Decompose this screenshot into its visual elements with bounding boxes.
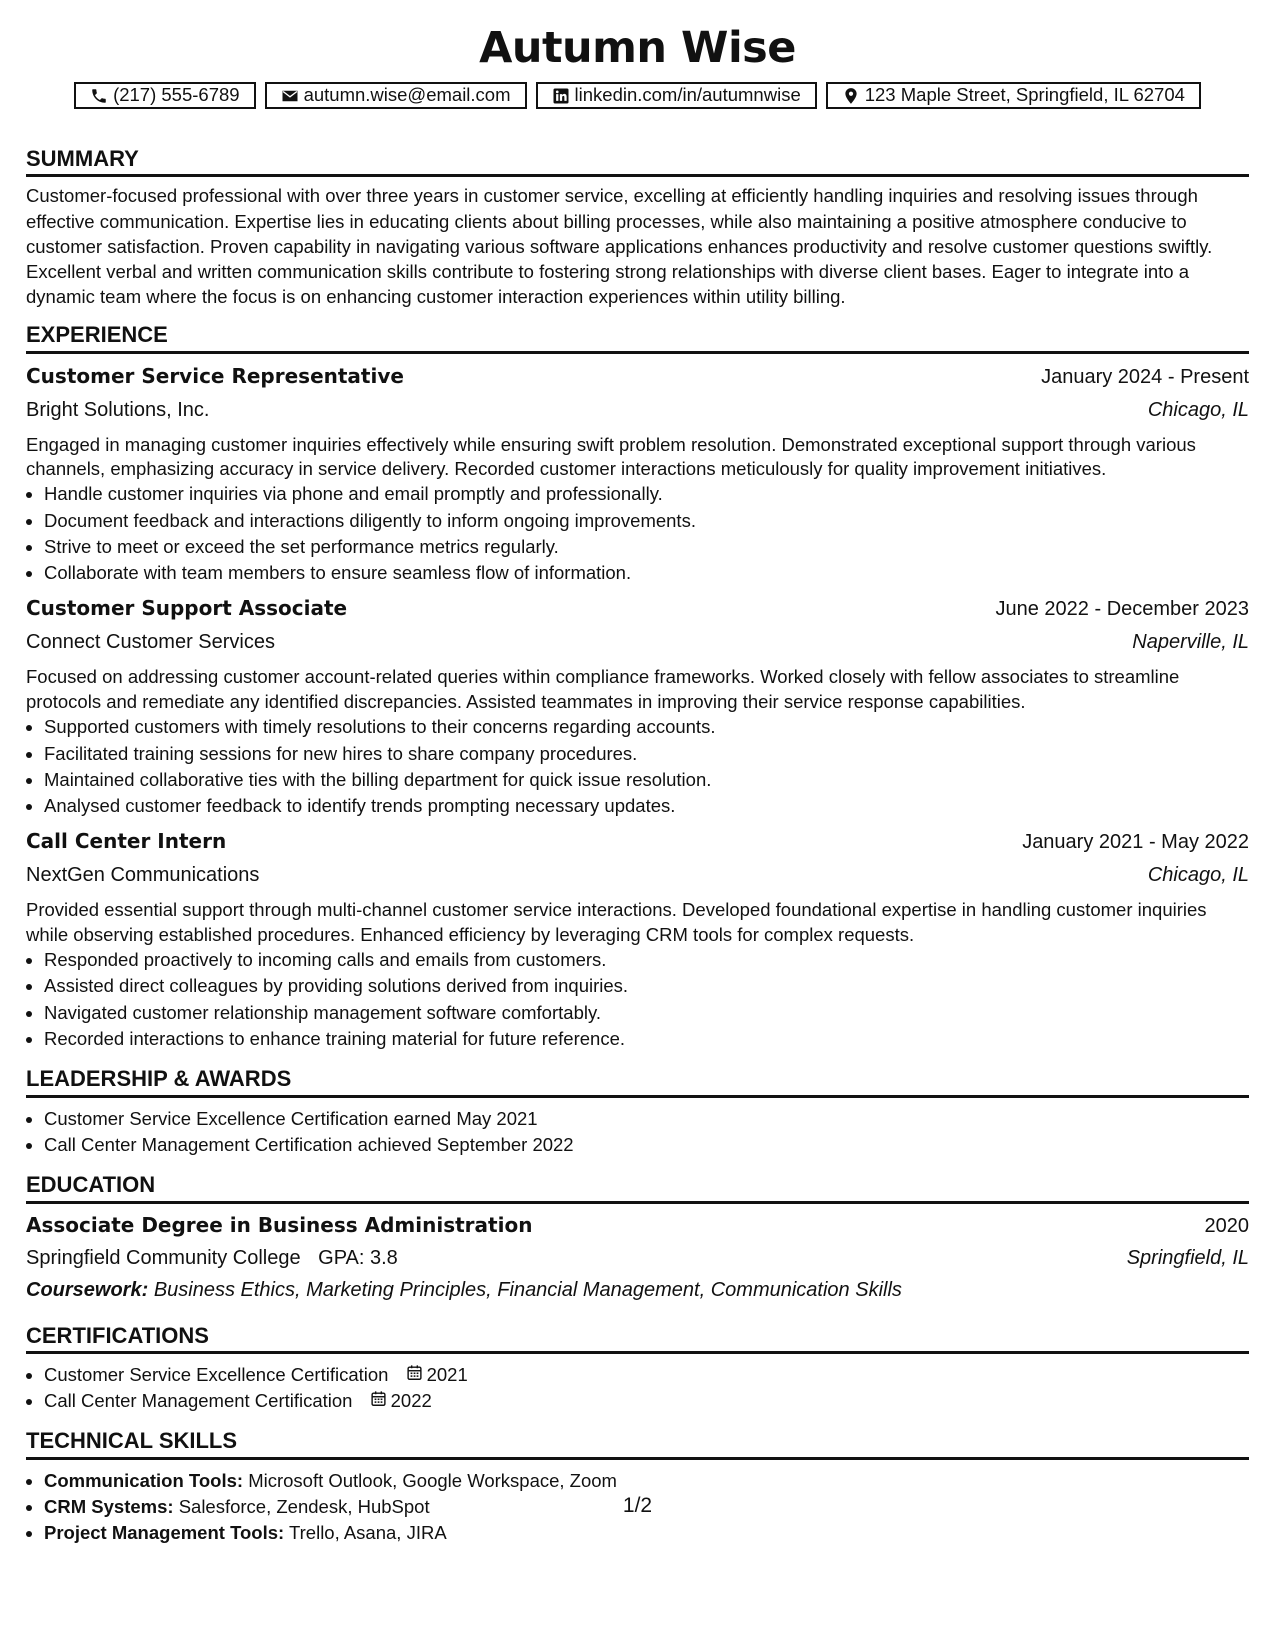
certification-year: 2021 bbox=[426, 1363, 468, 1385]
list-item bbox=[44, 1468, 1249, 1494]
email-text: autumn.wise@email.com bbox=[303, 84, 511, 106]
skill-values: Trello, Asana, JIRA bbox=[289, 1522, 447, 1544]
list-item: • Maintained collaborative ties with the billing department for quick issue resolution. bbox=[44, 767, 1249, 793]
experience-heading: EXPERIENCE bbox=[26, 322, 1249, 353]
address-text: 123 Maple Street, Springfield, IL 62704 bbox=[864, 84, 1185, 106]
awards-section bbox=[26, 1066, 1249, 1158]
list-item bbox=[44, 1520, 1249, 1546]
job-title: Customer Support Associate bbox=[26, 596, 348, 621]
skills-heading: TECHNICAL SKILLS bbox=[26, 1428, 1249, 1459]
job-description: Focused on addressing customer account-related queries within compliance frameworks. Worked closely with fellow associates to streamline protocols and remediate any identified discrepancies. Assisted teammates in improving their service response capabilities. bbox=[26, 666, 1180, 712]
list-item bbox=[44, 1388, 1249, 1414]
awards-heading: LEADERSHIP & AWARDS bbox=[26, 1066, 1249, 1097]
company-name: NextGen Communications bbox=[26, 864, 260, 887]
list-item bbox=[44, 1362, 1249, 1388]
phone-text: (217) 555-6789 bbox=[113, 84, 240, 106]
school-location: Springfield, IL bbox=[1126, 1246, 1249, 1269]
skill-values: Salesforce, Zendesk, HubSpot bbox=[178, 1496, 430, 1518]
email-contact[interactable] bbox=[265, 82, 527, 109]
address-contact bbox=[826, 82, 1201, 109]
calendar-icon bbox=[370, 1388, 387, 1414]
experience-section bbox=[26, 322, 1249, 1052]
job-title: Call Center Intern bbox=[26, 829, 227, 854]
coursework-label: Coursework: bbox=[26, 1278, 149, 1301]
skill-values: Microsoft Outlook, Google Workspace, Zoom bbox=[248, 1469, 617, 1491]
linkedin-contact[interactable] bbox=[536, 82, 817, 109]
graduation-year: 2020 bbox=[1204, 1214, 1249, 1237]
certifications-heading: CERTIFICATIONS bbox=[26, 1323, 1249, 1354]
candidate-name: Autumn Wise bbox=[479, 23, 796, 73]
education-heading: EDUCATION bbox=[26, 1172, 1249, 1203]
job-location: Chicago, IL bbox=[1147, 864, 1249, 887]
contact-bar bbox=[26, 82, 1249, 109]
skill-category: Project Management Tools: bbox=[44, 1522, 285, 1544]
job-bullets bbox=[26, 714, 1249, 819]
list-item: • Analysed customer feedback to identify trends prompting necessary updates. bbox=[44, 793, 1249, 819]
linkedin-icon bbox=[552, 87, 570, 105]
map-pin-icon bbox=[842, 87, 860, 105]
skill-category: CRM Systems: bbox=[44, 1496, 174, 1518]
certifications-section bbox=[26, 1323, 1249, 1415]
list-item: • Assisted direct colleagues by providing solutions derived from inquiries. bbox=[44, 973, 1249, 999]
calendar-icon bbox=[406, 1362, 423, 1388]
list-item: • Collaborate with team members to ensure seamless flow of information. bbox=[44, 560, 1249, 586]
degree-title: Associate Degree in Business Administration bbox=[26, 1212, 533, 1237]
certification-name: Call Center Management Certification bbox=[44, 1390, 353, 1412]
envelope-icon bbox=[281, 87, 299, 105]
summary-text: Customer-focused professional with over three years in customer service, excelling at efficiently handling inquiries and resolving issues through effective communication. Expertise lies in educating clients about billing processes, while also maintaining a positive atmosphere conducive to customer satisfaction. Proven capability in navigating various software applications enhances productivity and resolve customer questions swiftly. Excellent verbal and written communication skills contribute to fostering strong relationships with diverse client bases. Eager to integrate into a dynamic team where the focus is on enhancing customer interaction experiences within utility billing. bbox=[26, 185, 1213, 308]
job-title: Customer Service Representative bbox=[26, 363, 404, 388]
job-entry bbox=[26, 828, 1249, 1052]
job-bullets bbox=[26, 947, 1249, 1052]
job-dates: January 2024 - Present bbox=[1041, 365, 1249, 388]
certification-name: Customer Service Excellence Certification bbox=[44, 1363, 389, 1385]
skills-section bbox=[26, 1428, 1249, 1546]
company-name: Connect Customer Services bbox=[26, 631, 275, 654]
list-item: • Handle customer inquiries via phone and email promptly and professionally. bbox=[44, 481, 1249, 507]
list-item: • Facilitated training sessions for new hires to share company procedures. bbox=[44, 741, 1249, 767]
list-item: • Call Center Management Certification achieved September 2022 bbox=[44, 1132, 1249, 1158]
list-item: • Supported customers with timely resolutions to their concerns regarding accounts. bbox=[44, 714, 1249, 740]
summary-heading: SUMMARY bbox=[26, 146, 1249, 177]
awards-list bbox=[26, 1106, 1249, 1159]
certifications-list bbox=[26, 1362, 1249, 1415]
job-entry bbox=[26, 363, 1249, 587]
phone-contact[interactable] bbox=[74, 82, 256, 109]
coursework bbox=[26, 1277, 1249, 1303]
school-name: Springfield Community College bbox=[26, 1246, 301, 1269]
phone-icon bbox=[90, 87, 108, 105]
coursework-list: Business Ethics, Marketing Principles, Financial Management, Communication Skills bbox=[153, 1278, 902, 1301]
job-location: Naperville, IL bbox=[1132, 631, 1249, 654]
summary-section bbox=[26, 146, 1249, 309]
linkedin-text: linkedin.com/in/autumnwise bbox=[574, 84, 801, 106]
list-item: • Strive to meet or exceed the set performance metrics regularly. bbox=[44, 534, 1249, 560]
gpa: GPA: 3.8 bbox=[318, 1246, 398, 1269]
list-item: • Document feedback and interactions diligently to inform ongoing improvements. bbox=[44, 508, 1249, 534]
list-item: • Recorded interactions to enhance training material for future reference. bbox=[44, 1026, 1249, 1052]
job-description: Provided essential support through multi-channel customer service interactions. Developed foundational expertise in handling customer inquiries while observing established procedures. Enhanced efficiency by leveraging CRM tools for complex requests. bbox=[26, 899, 1207, 945]
skill-category: Communication Tools: bbox=[44, 1469, 244, 1491]
education-section bbox=[26, 1172, 1249, 1302]
company-name: Bright Solutions, Inc. bbox=[26, 398, 210, 421]
job-dates: January 2021 - May 2022 bbox=[1022, 831, 1249, 854]
job-bullets bbox=[26, 481, 1249, 586]
list-item: • Responded proactively to incoming calls and emails from customers. bbox=[44, 947, 1249, 973]
certification-year: 2022 bbox=[390, 1390, 432, 1412]
list-item: • Customer Service Excellence Certification earned May 2021 bbox=[44, 1106, 1249, 1132]
job-description: Engaged in managing customer inquiries effectively while ensuring swift problem resolution. Demonstrated exceptional support through various channels, emphasizing accuracy in service delivery. Recorded customer interactions meticulously for quality improvement initiatives. bbox=[26, 433, 1196, 479]
job-dates: June 2022 - December 2023 bbox=[995, 598, 1249, 621]
page-number: 1/2 bbox=[622, 1494, 653, 1517]
job-location: Chicago, IL bbox=[1147, 398, 1249, 421]
job-entry bbox=[26, 595, 1249, 819]
list-item: • Navigated customer relationship management software comfortably. bbox=[44, 1000, 1249, 1026]
